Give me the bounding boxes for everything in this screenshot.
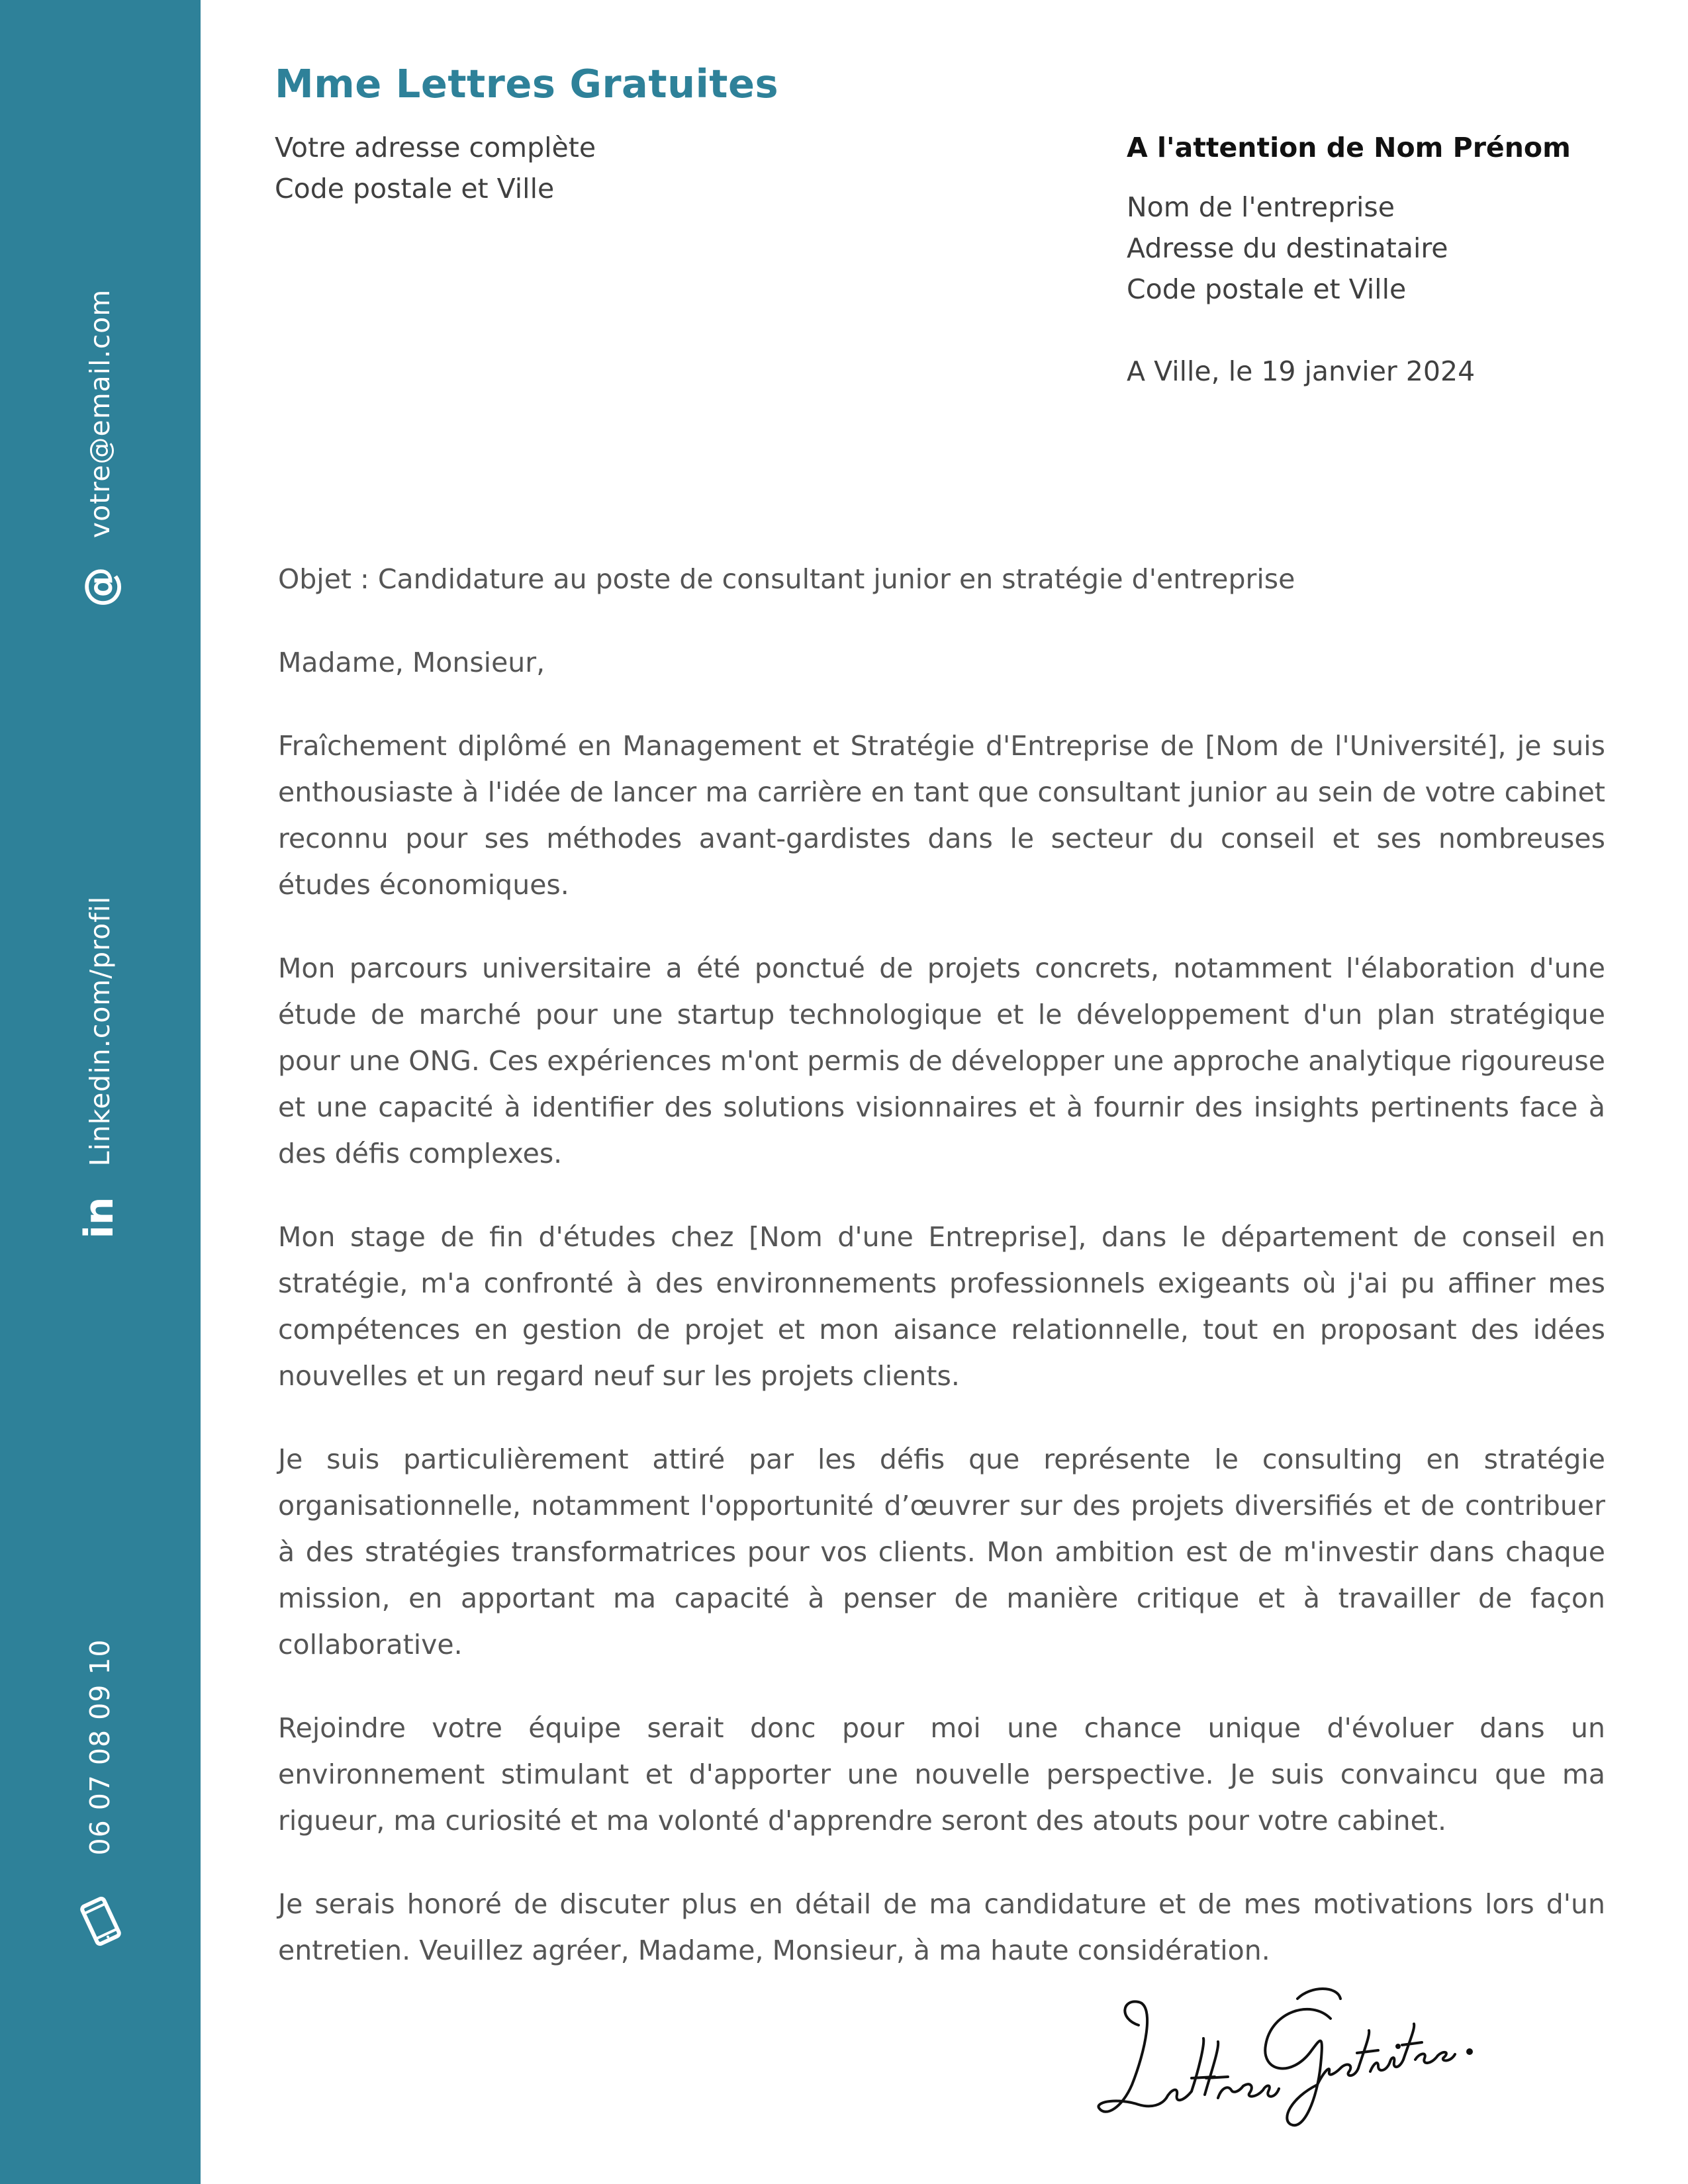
letter-paragraph: Je suis particulièrement attiré par les défis que représente le consulting en stratégie organisationnelle, notamment l'opportunité d’œuvrer sur des projets diversifiés et de contribuer à des stratégies transformatrices pour vos clients. Mon ambition est de m'investir dans chaque mission, en apportant ma capacité à penser de manière critique et à travailler de façon collaborative. [278, 1443, 1605, 1661]
recipient-address: Adresse du destinataire [1127, 232, 1448, 264]
recipient-attention: A l'attention de Nom Prénom [1127, 132, 1571, 163]
svg-text:in: in [76, 1197, 122, 1239]
recipient-city: Code postale et Ville [1127, 273, 1407, 305]
sender-address-block [275, 127, 596, 209]
letter-salutation: Madame, Monsieur, [278, 647, 545, 678]
sidebar [0, 0, 201, 2184]
email-link[interactable]: votre@email.com [84, 289, 116, 539]
letter-paragraph: Je serais honoré de discuter plus en détail de ma candidature et de mes motivations lors d'un entretien. Veuillez agréer, Madame, Monsieur, à ma haute considération. [278, 1888, 1605, 1966]
phone-number[interactable]: 06 07 08 09 10 [84, 1639, 116, 1856]
linkedin-link[interactable]: Linkedin.com/profil [84, 895, 116, 1167]
at-icon [75, 563, 124, 612]
phone-icon [71, 1891, 130, 1951]
letter-paragraph: Rejoindre votre équipe serait donc pour moi une chance unique d'évoluer dans un environnement stimulant et d'apporter une nouvelle perspective. Je suis convaincu que ma rigueur, ma curiosité et ma volonté d'apprendre seront des atouts pour votre cabinet. [278, 1712, 1605, 1837]
letter-paragraph: Mon parcours universitaire a été ponctué de projets concrets, notamment l'élaboration d'une étude de marché pour une startup technologique et le développement d'un plan stratégique pour une ONG. Ces expériences m'ont permis de développer une approche analytique rigoureuse et une capacité à identifier des solutions visionnaires et à fournir des insights pertinents face à des défis complexes. [278, 952, 1605, 1169]
letter-body [278, 556, 1605, 2011]
handwritten-signature [1092, 1972, 1489, 2138]
letter-paragraph: Mon stage de fin d'études chez [Nom d'une Entreprise], dans le département de conseil en stratégie, m'a confronté à des environnements professionnels exigeants où j'ai pu affiner mes compétences en gestion de projet et mon aisance relationnelle, tout en proposant des idées nouvelles et un regard neuf sur les projets clients. [278, 1221, 1605, 1392]
recipient-address-block [1127, 187, 1448, 310]
linkedin-icon [75, 1193, 124, 1242]
date-line: A Ville, le 19 janvier 2024 [1127, 355, 1476, 387]
svg-text:@: @ [75, 567, 124, 608]
sender-city: Code postale et Ville [275, 173, 555, 205]
sender-address: Votre adresse complète [275, 132, 596, 163]
recipient-company: Nom de l'entreprise [1127, 191, 1395, 223]
sender-name: Mme Lettres Gratuites [275, 61, 779, 107]
letter-subject: Objet : Candidature au poste de consultant junior en stratégie d'entreprise [278, 563, 1295, 595]
letter-paragraph: Fraîchement diplômé en Management et Stratégie d'Entreprise de [Nom de l'Université], je suis enthousiaste à l'idée de lancer ma carrière en tant que consultant junior au sein de votre cabinet reconnu pour ses méthodes avant-gardistes dans le secteur du conseil et ses nombreuses études économiques. [278, 730, 1605, 901]
